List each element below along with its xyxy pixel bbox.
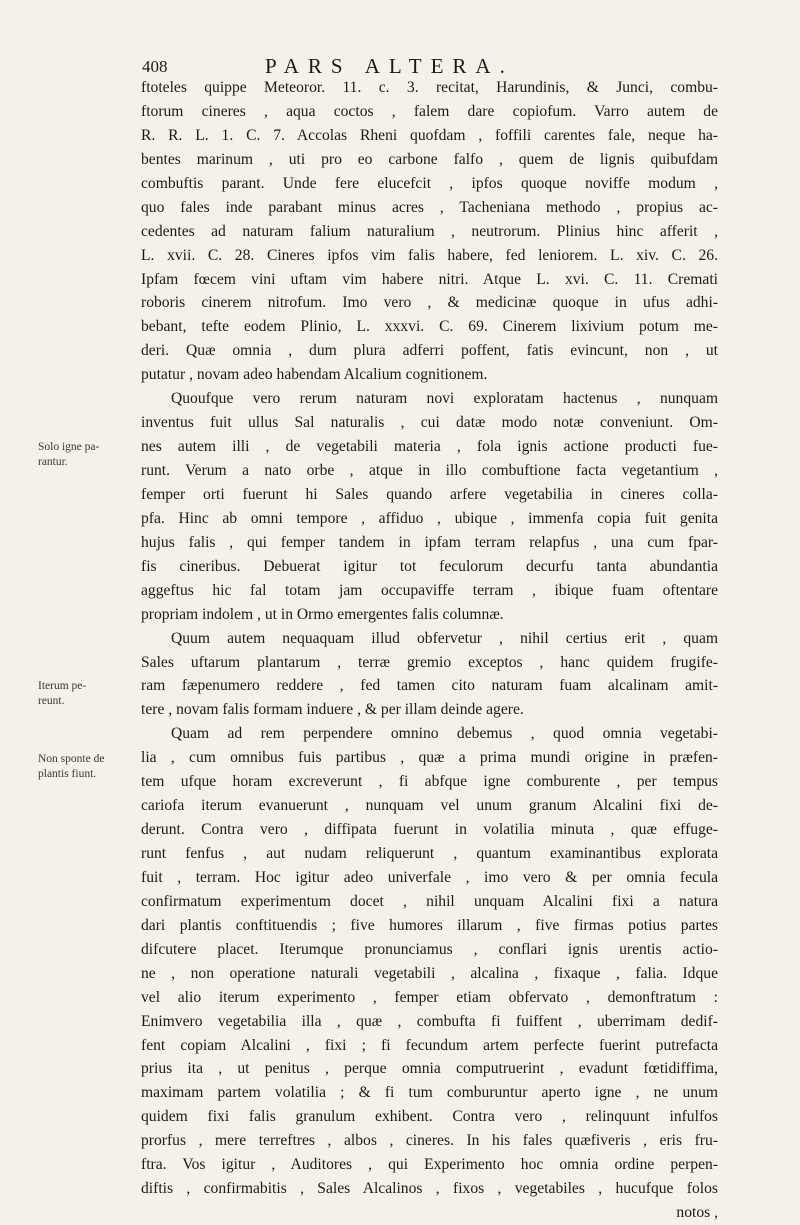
text-line: runt fenfus , aut nudam reliquerunt , quantum examinantibus explorata <box>141 845 718 862</box>
page-number: 408 <box>142 57 168 76</box>
text-line: bentes marinum , uti pro eo carbone falfo , quem de lignis quibufdam <box>141 150 718 168</box>
margin-note: plantis fiunt. <box>38 768 97 780</box>
text-line: bebant, tefte eodem Plinio, L. xxxvi. C. 69. Cinerem lixivium potum me- <box>141 318 718 336</box>
text-line: derunt. Contra vero , diffipata fuerunt in volatilia minuta , quæ effuge- <box>141 821 718 839</box>
text-line: inventus fuit ullus Sal naturalis , cui datæ modo notæ conveniunt. Om- <box>141 414 718 432</box>
text-line: difcutere placet. Iterumque pronunciamus , conflari ignis urentis actio- <box>141 940 718 958</box>
text-line: R. R. L. 1. C. 7. Accolas Rheni quofdam , foffili carentes fale, neque ha- <box>141 126 718 144</box>
text-line: diftis , confirmabitis , Sales Alcalinos , fixos , vegetabiles , hucufque folos <box>141 1180 718 1198</box>
text-line: roboris cinerem nitrofum. Imo vero , & medicinæ quoque in ufus adhi- <box>141 294 718 312</box>
catchword: notos , <box>676 1204 718 1222</box>
margin-note: Solo igne pa- <box>38 441 100 453</box>
margin-note: reunt. <box>38 695 65 707</box>
text-line: Quoufque vero rerum naturam novi exploratam hactenus , nunquam <box>171 390 718 408</box>
text-line: nes autem illi , de vegetabili materia , fola ignis actione producti fue- <box>141 438 718 456</box>
text-line: Ipfam fœcem vini uftam vim habere nitri. Atque L. xvi. C. 11. Cremati <box>141 270 718 288</box>
text-line: putatur , novam adeo habendam Alcalium cognitionem. <box>141 366 488 384</box>
text-line: prorfus , mere terreftres , albos , cineres. In his fales quæfiveris , eris fru- <box>141 1132 718 1150</box>
text-line: cariofa iterum evanuerunt , nunquam vel unum granum Alcalini fixi de- <box>141 797 718 815</box>
text-line: combuftis parant. Unde fere elucefcit , ipfos quoque noviffe modum , <box>141 174 718 192</box>
text-line: L. xvii. C. 28. Cineres ipfos vim falis habere, fed leniorem. L. xiv. C. 26. <box>141 246 718 264</box>
text-line: maximam partem volatilia ; & fi tum comburuntur aperto igne , ne unum <box>141 1084 718 1102</box>
text-line: ftra. Vos igitur , Auditores , qui Experimento hoc omnia ordine perpen- <box>141 1156 718 1174</box>
text-line: quidem fixi falis granulum exhibent. Contra vero , relinquunt infulfos <box>141 1108 718 1126</box>
text-line: pfa. Hinc ab omni tempore , affiduo , ubique , immenfa copia fuit genita <box>141 509 718 527</box>
text-line: deri. Quæ omnia , dum plura adferri poffent, fatis evincunt, non , ut <box>141 342 718 360</box>
text-line: dari plantis conftituendis ; five humores illarum , five firmas potius partes <box>141 916 718 934</box>
text-line: femper orti fuerunt hi Sales quando arfere vegetabilia in cineres colla- <box>141 485 718 503</box>
margin-note: Iterum pe- <box>38 680 87 692</box>
text-line: Quum autem nequaquam illud obfervetur , nihil certius erit , quam <box>171 629 718 647</box>
text-line: fis cineribus. Debuerat igitur tot feculorum decurfu tanta abundantia <box>141 557 718 575</box>
text-line: ram fæpenumero reddere , fed tamen cito naturam fuam alcalinam amit- <box>141 677 718 695</box>
text-line: ftorum cineres , aqua coctos , falem dare copiofum. Varro autem de <box>141 102 718 120</box>
margin-note: rantur. <box>38 456 68 468</box>
text-line: confirmatum experimentum docet , nihil unquam Alcalini fixi a natura <box>141 892 718 910</box>
text-line: tere , novam falis formam induere , & per illam deinde agere. <box>141 701 524 719</box>
running-title: PARS ALTERA. <box>265 54 514 78</box>
text-line: aggeftus hic fal totam jam occupaviffe terram , ibique fuam oftentare <box>141 581 718 599</box>
text-line: fuit , terram. Hoc igitur adeo univerfale , imo vero & per omnia fecula <box>141 868 718 886</box>
text-line: Quam ad rem perpendere omnino debemus , quod omnia vegetabi- <box>171 725 718 743</box>
text-line: prius ita , ut penitus , perque omnia computruerint , evadunt fœtidiffima, <box>141 1060 718 1078</box>
text-line: Enimvero vegetabilia illa , quæ , combufta fi fuiffent , uberrimam dedif- <box>141 1012 718 1030</box>
text-line: vel alio iterum experimento , femper etiam obfervato , demonftratum : <box>141 988 718 1006</box>
text-line: propriam indolem , ut in Ormo emergentes falis columnæ. <box>141 605 504 623</box>
text-line: ftoteles quippe Meteoror. 11. c. 3. recitat, Harundinis, & Junci, combu- <box>141 79 718 96</box>
text-line: tem ufque horam excreverunt , fi abfque igne comburente , per tempus <box>141 773 718 791</box>
text-line: lia , cum omnibus fuis partibus , quæ a prima mundi origine in præfen- <box>141 749 718 767</box>
body-text <box>141 76 718 1225</box>
text-line: hujus falis , qui femper tandem in ipfam terram relapfus , una cum fpar- <box>141 533 718 551</box>
text-line: cedentes ad naturam falium naturalium , neutrorum. Plinius hinc afferit , <box>141 222 718 240</box>
margin-note: Non sponte de <box>38 753 105 765</box>
text-line: ne , non operatione naturali vegetabili , alcalina , fixaque , falia. Idque <box>141 964 718 982</box>
text-line: quo fales inde parabant minus acres , Tacheniana methodo , propius ac- <box>141 198 718 216</box>
text-line: fent copiam Alcalini , fixi ; fi fecundum artem perfecte fuerint putrefacta <box>141 1036 718 1054</box>
text-line: Sales uftarum plantarum , terræ gremio exceptos , hanc quidem frugife- <box>141 653 718 671</box>
text-line: runt. Verum a nato orbe , atque in illo combuftione facta vegetantium , <box>141 462 718 479</box>
